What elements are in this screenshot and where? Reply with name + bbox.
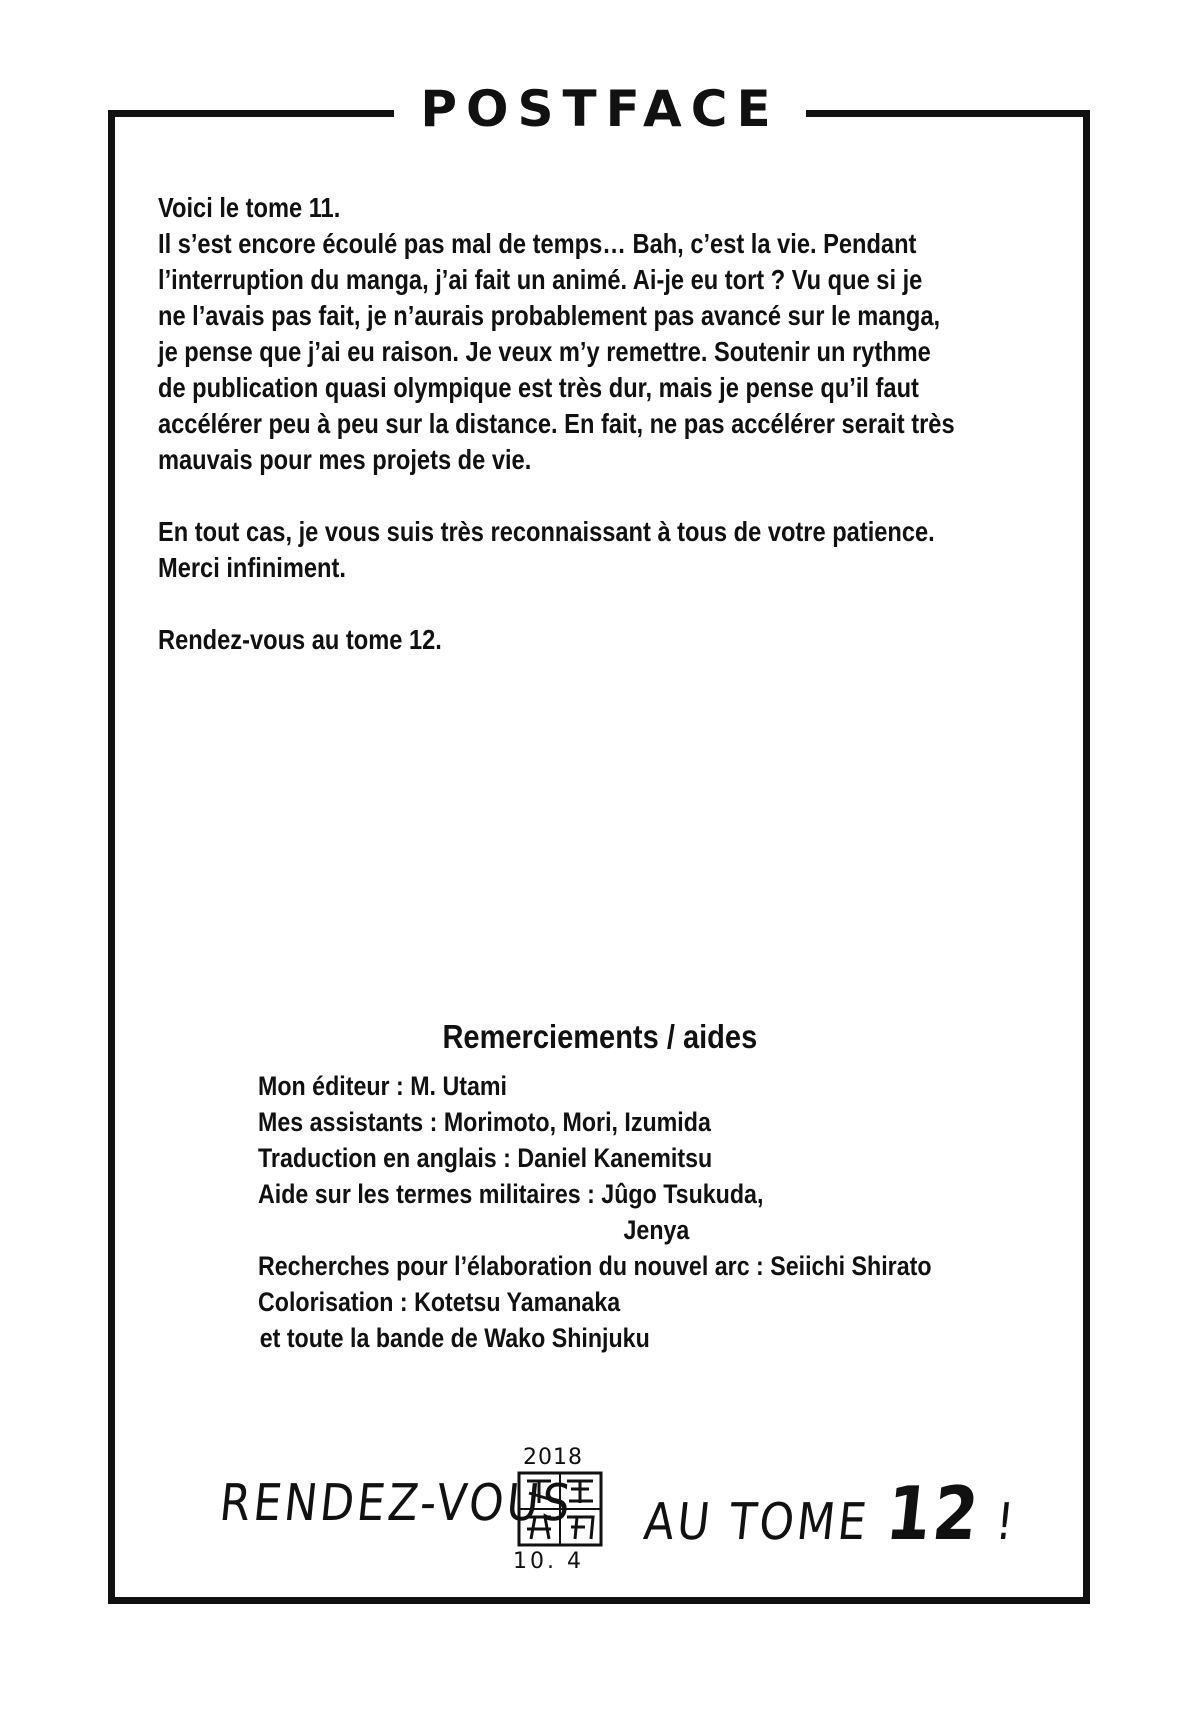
body-line: Il s’est encore écoulé pas mal de temps… Bah, c’est la vie. Pendant: [158, 228, 917, 259]
body-line: En tout cas, je vous suis très reconnaissant à tous de votre patience.: [158, 516, 935, 547]
seal-date: 10. 4: [513, 1549, 584, 1574]
body-line: ne l’avais pas fait, je n’aurais probablement pas avancé sur le manga,: [158, 300, 941, 331]
credit-line: Recherches pour l’élaboration du nouvel arc : Seiichi Shirato: [258, 1251, 932, 1281]
credit-line: et toute la bande de Wako Shinjuku: [259, 1323, 650, 1353]
handwritten-au-tome-text: AU TOME: [641, 1493, 872, 1552]
title-wrapper: [0, 80, 1200, 138]
author-seal: [505, 1445, 615, 1574]
credit-line: Mon éditeur : M. Utami: [258, 1071, 507, 1101]
credit-line: Aide sur les termes militaires : Jûgo Tsukuda,: [258, 1179, 764, 1209]
postface-body: [158, 190, 955, 658]
body-line: Merci infiniment.: [158, 552, 346, 583]
seal-year: 2018: [523, 1445, 583, 1470]
credit-line: Mes assistants : Morimoto, Mori, Izumida: [258, 1107, 711, 1137]
body-line: de publication quasi olympique est très dur, mais je pense qu’il faut: [158, 372, 919, 403]
credits-list: [258, 1068, 1015, 1356]
page-title: POSTFACE: [394, 80, 805, 138]
body-line: l’interruption du manga, j’ai fait un animé. Ai-je eu tort ? Vu que si je: [158, 264, 923, 295]
body-line: accélérer peu à peu sur la distance. En fait, ne pas accélérer serait très: [158, 408, 955, 439]
body-line: Voici le tome 11.: [158, 192, 341, 223]
seal-stamp-icon: [505, 1445, 615, 1563]
credit-line: Traduction en anglais : Daniel Kanemitsu: [258, 1143, 713, 1173]
body-line: Rendez-vous au tome 12.: [158, 624, 442, 655]
body-line: mauvais pour mes projets de vie.: [158, 444, 532, 475]
credit-line: Colorisation : Kotetsu Yamanaka: [258, 1287, 621, 1317]
handwritten-exclamation: !: [992, 1493, 1020, 1552]
handwritten-volume-number: 12: [882, 1472, 985, 1558]
body-line: je pense que j’ai eu raison. Je veux m’y remettre. Soutenir un rythme: [158, 336, 931, 367]
credits-heading-wrapper: [0, 1018, 1200, 1056]
credit-line: Jenya: [623, 1215, 690, 1245]
credits-heading: Remerciements / aides: [442, 1018, 758, 1055]
handwritten-au-tome: [641, 1472, 1022, 1557]
handwritten-rendez-vous: RENDEZ-VOUS: [216, 1474, 576, 1533]
